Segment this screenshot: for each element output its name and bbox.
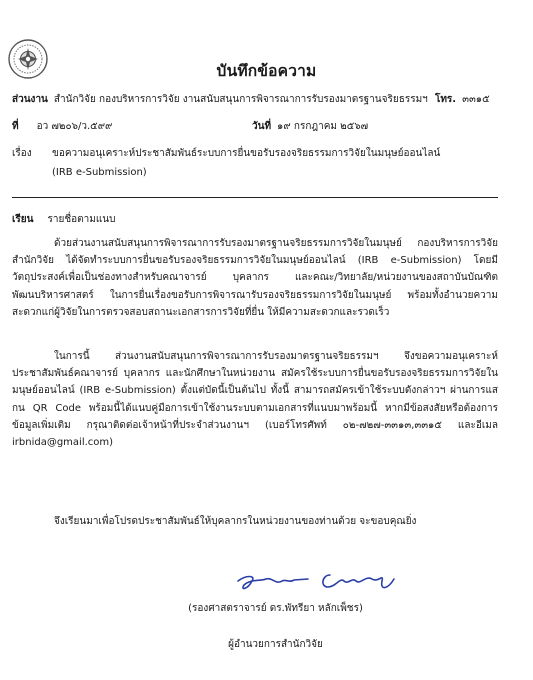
phone-value: ๓๓๑๕ — [462, 94, 490, 105]
body-paragraph-1: ด้วยส่วนงานสนับสนุนการพิจารณาการรับรองมาตรฐานจริยธรรมการวิจัยในมนุษย์ กองบริหารการวิจัย สำนักวิจัย ได้จัดทำระบบการยื่นขอรับรองจริยธรรมการวิจัยในมนุษย์ออนไลน์ (IRB e-Submission) โดยมีวัตถุประสงค์เพื่อเป็นช่องทางสำหรับคณาจารย์ บุคลากร และคณะ/วิทยาลัย/หน่วยงานของสถาบันบัณฑิตพัฒนบริหารศาสตร์ ในการยื่นเรื่องขอรับการพิจารณารับรองจริยธรรมการวิจัยในมนุษย์ พร้อมทั้งอำนวยความสะดวกแก่ผู้วิจัยในการตรวจสอบสถานะเอกสารการวิจัยที่ยื่น ให้มีความสะดวกและรวดเร็ว — [12, 238, 498, 318]
signatory-position: ผู้อำนวยการสำนักวิจัย — [228, 639, 323, 650]
body-paragraph-3: จึงเรียนมาเพื่อโปรดประชาสัมพันธ์ให้บุคลากรในหน่วยงานของท่านด้วย จะขอบคุณยิ่ง — [54, 516, 417, 527]
signatory-name: (รองศาสตราจารย์ ดร.พัทรียา หลักเพ็ชร) — [188, 603, 363, 614]
subject-line-2: (IRB e-Submission) — [52, 167, 147, 178]
department-label: ส่วนงาน — [12, 94, 48, 105]
date-label: วันที่ — [252, 121, 272, 132]
reference-line — [12, 119, 112, 134]
header-divider — [12, 197, 498, 198]
recipient-label: เรียน — [12, 214, 34, 225]
subject-label: เรื่อง — [12, 148, 32, 159]
recipient-line — [12, 212, 115, 227]
reference-label: ที่ — [12, 121, 19, 132]
memo-title: บันทึกข้อความ — [216, 62, 317, 80]
subject-line-1: ขอความอนุเคราะห์ประชาสัมพันธ์ระบบการยื่นขอรับรองจริยธรรมการวิจัยในมนุษย์ออนไลน์ — [52, 148, 441, 159]
date-value: ๑๙ กรกฎาคม ๒๕๖๗ — [277, 121, 369, 132]
phone-label: โทร. — [434, 94, 457, 105]
body-paragraph-2: ในการนี้ ส่วนงานสนับสนุนการพิจารณาการรับรองมาตรฐานจริยธรรมฯ จึงขอความอนุเคราะห์ประชาสัมพันธ์คณาจารย์ บุคลากร และนักศึกษาในหน่วยงาน สมัครใช้ระบบการยื่นขอรับรองจริยธรรมการวิจัยในมนุษย์ออนไลน์ (IRB e-Submission) ตั้งแต่บัดนี้เป็นต้นไป ทั้งนี้ สามารถสมัครเข้าใช้ระบบดังกล่าวฯ ผ่านการแสกน QR Code พร้อมนี้ได้แนบคู่มือการเข้าใช้งานระบบตามเอกสารที่แนบมาพร้อมนี้ หากมีข้อสงสัยหรือต้องการข้อมูลเพิ่มเติม กรุณาติดต่อเจ้าหน้าที่ประจำส่วนงานฯ (เบอร์โทรศัพท์ ๐๒-๗๒๗-๓๓๑๓,๓๓๑๕ และอีเมล irbnida@gmail.com) — [12, 351, 498, 449]
department-value: สำนักวิจัย กองบริหารการวิจัย งานสนับสนุนการพิจารณาการรับรองมาตรฐานจริยธรรมฯ — [53, 94, 428, 105]
reference-value: อว ๗๒๐๖/ว.๕๙๙ — [36, 121, 113, 132]
department-line — [12, 92, 490, 107]
date-line — [252, 119, 368, 134]
handwritten-signature — [232, 567, 407, 597]
recipient-value: รายชื่อตามแนบ — [47, 214, 116, 225]
